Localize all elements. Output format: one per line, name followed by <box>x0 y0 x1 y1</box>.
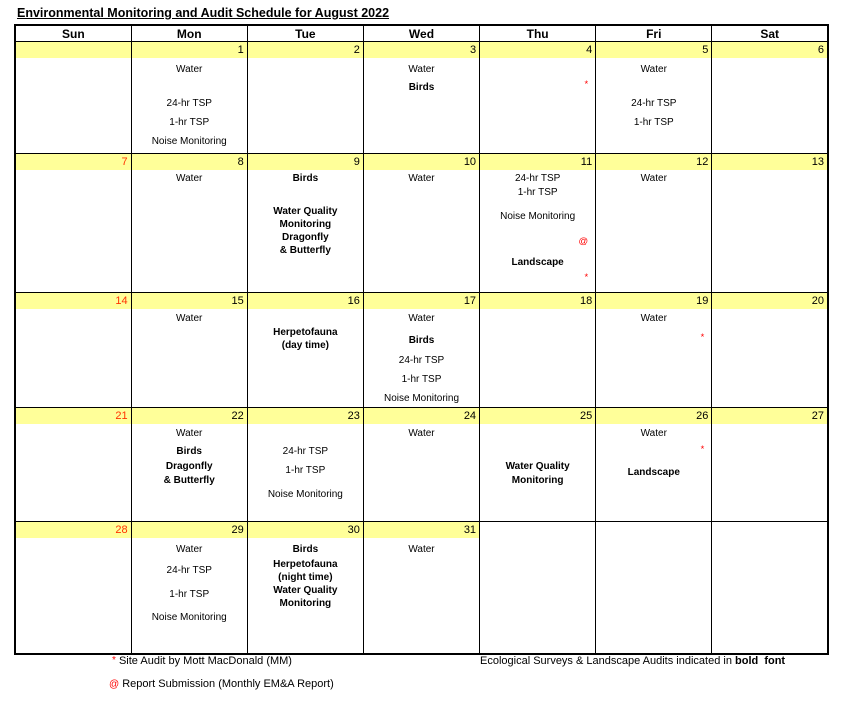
cell-activities <box>132 424 247 521</box>
day-number: 3 <box>469 44 477 56</box>
calendar-cell-aug-31 <box>363 522 479 655</box>
cell-activities <box>596 58 711 153</box>
cell-activities <box>16 170 131 292</box>
calendar-cell-aug-25 <box>480 408 596 522</box>
activity-label: (night time) <box>278 572 333 583</box>
calendar-cell-aug-11 <box>480 154 596 293</box>
calendar-table <box>14 24 829 655</box>
cell-activities <box>596 424 711 521</box>
day-number: 10 <box>463 156 477 168</box>
day-header-thu: Thu <box>480 25 596 42</box>
week-row-3 <box>15 293 828 408</box>
calendar-cell-aug-19 <box>596 293 712 408</box>
cell-activities <box>16 58 131 153</box>
activity-label: Landscape <box>511 257 564 268</box>
site-audit-asterisk-icon: * <box>112 655 116 666</box>
date-strip <box>248 154 363 170</box>
date-strip <box>16 293 131 309</box>
date-strip-blank <box>712 522 827 538</box>
activity-label: Water <box>640 428 667 439</box>
date-strip-blank <box>596 522 711 538</box>
day-number: 20 <box>811 295 824 307</box>
date-strip <box>596 408 711 424</box>
activity-label: Noise Monitoring <box>383 393 460 404</box>
cell-activities <box>248 538 363 653</box>
day-number: 2 <box>353 44 360 56</box>
day-header-sat: Sat <box>712 25 828 42</box>
legend-site-audit <box>112 655 292 667</box>
date-strip <box>132 154 247 170</box>
calendar-cell-aug-29 <box>131 522 247 655</box>
activity-label: Birds <box>292 544 319 555</box>
activity-label: Water <box>640 173 667 184</box>
date-strip <box>16 154 131 170</box>
date-strip <box>480 42 595 58</box>
day-header-fri: Fri <box>596 25 712 42</box>
activity-label: Noise Monitoring <box>267 489 343 500</box>
activity-label: Monitoring <box>511 475 564 486</box>
date-strip <box>480 293 595 309</box>
activity-label: 24-hr TSP <box>398 355 445 366</box>
activity-label: Landscape <box>627 467 680 478</box>
day-number: 24 <box>463 410 477 422</box>
day-number: 17 <box>463 295 477 307</box>
activity-label: 1-hr TSP <box>401 374 442 385</box>
calendar-cell-aug-10 <box>363 154 479 293</box>
day-number: 4 <box>586 44 593 56</box>
activity-label: Water <box>408 313 435 324</box>
day-number: 19 <box>696 295 709 307</box>
activity-label: 24-hr TSP <box>631 98 677 109</box>
cell-activities <box>132 58 247 153</box>
calendar-cell-aug-26 <box>596 408 712 522</box>
date-strip <box>132 408 247 424</box>
date-strip <box>16 522 131 538</box>
cell-activities <box>596 538 711 653</box>
day-number: 27 <box>811 410 824 422</box>
activity-label: Water <box>176 313 203 324</box>
day-number: 21 <box>115 410 128 422</box>
date-strip <box>248 42 363 58</box>
calendar-cell-aug-2 <box>247 42 363 154</box>
week-row-4 <box>15 408 828 522</box>
cell-activities <box>712 538 827 653</box>
date-strip-blank <box>480 522 595 538</box>
cell-activities <box>364 170 479 292</box>
activity-label: Birds <box>176 446 202 457</box>
calendar-cell-aug-1 <box>131 42 247 154</box>
cell-activities <box>480 424 595 521</box>
week-row-2 <box>15 154 828 293</box>
day-header-sun: Sun <box>15 25 131 42</box>
activity-label: Water <box>640 313 667 324</box>
activity-label: 24-hr TSP <box>282 446 329 457</box>
day-number: 31 <box>463 524 477 536</box>
activity-label: Water <box>176 64 203 75</box>
calendar-cell-aug-7 <box>15 154 131 293</box>
cell-activities <box>480 170 595 292</box>
activity-label: Dragonfly <box>165 461 213 472</box>
day-header-mon: Mon <box>131 25 247 42</box>
calendar-cell-aug-24 <box>363 408 479 522</box>
activity-label: 1-hr TSP <box>285 465 326 476</box>
date-strip <box>248 522 363 538</box>
calendar-cell-aug-4 <box>480 42 596 154</box>
day-number: 12 <box>696 156 709 168</box>
cell-activities <box>712 170 827 292</box>
cell-activities <box>132 170 247 292</box>
calendar-cell-aug-13 <box>712 154 828 293</box>
activity-label: Water <box>176 544 203 555</box>
page-title: Environmental Monitoring and Audit Schedule for August 2022 <box>17 6 390 20</box>
activity-label: Birds <box>408 335 435 346</box>
day-number: 25 <box>579 410 593 422</box>
cell-activities <box>596 309 711 407</box>
day-number: 18 <box>579 295 593 307</box>
activity-label: Monitoring <box>279 219 332 230</box>
calendar-cell-aug-30 <box>247 522 363 655</box>
cell-activities <box>364 424 479 521</box>
activity-label: Water Quality <box>505 461 570 472</box>
cell-activities <box>132 538 247 653</box>
date-strip <box>248 408 363 424</box>
day-number: 11 <box>580 156 593 168</box>
day-number: 6 <box>817 44 824 56</box>
activity-label: Herpetofauna <box>273 559 338 570</box>
date-strip <box>596 42 711 58</box>
date-strip <box>364 42 479 58</box>
calendar-cell-aug-22 <box>131 408 247 522</box>
activity-label: Dragonfly <box>282 232 329 243</box>
cell-activities <box>16 309 131 407</box>
calendar-header-row <box>15 25 828 42</box>
day-number: 23 <box>347 410 360 422</box>
activity-label: 24-hr TSP <box>166 98 212 109</box>
date-strip <box>16 42 131 58</box>
cell-activities <box>16 538 131 653</box>
activity-label: 24-hr TSP <box>514 173 561 184</box>
date-strip <box>132 42 247 58</box>
date-strip <box>712 154 827 170</box>
activity-label: Water <box>640 64 667 75</box>
week-row-1 <box>15 42 828 154</box>
calendar-cell-aug-6 <box>712 42 828 154</box>
activity-label: Water <box>408 428 435 439</box>
legend-ecological-bold-text: bold font <box>735 655 786 667</box>
date-strip <box>712 42 827 58</box>
activity-label: Noise Monitoring <box>500 211 576 222</box>
day-number: 29 <box>231 524 244 536</box>
day-number: 30 <box>347 524 360 536</box>
date-strip <box>132 522 247 538</box>
calendar-cell-empty <box>596 522 712 655</box>
date-strip <box>596 293 711 309</box>
calendar-cell-aug-20 <box>712 293 828 408</box>
date-strip <box>364 154 479 170</box>
calendar-cell-empty <box>480 522 596 655</box>
calendar-cell-aug-3 <box>363 42 479 154</box>
calendar-cell-aug-17 <box>363 293 479 408</box>
day-number: 7 <box>121 156 128 168</box>
cell-activities <box>16 424 131 521</box>
day-header-wed: Wed <box>363 25 479 42</box>
calendar-cell-aug-18 <box>480 293 596 408</box>
cell-activities <box>712 424 827 521</box>
week-row-5 <box>15 522 828 655</box>
activity-label: (day time) <box>281 340 329 351</box>
calendar-cell-aug-8 <box>131 154 247 293</box>
date-strip <box>132 293 247 309</box>
activity-label: Monitoring <box>279 598 332 609</box>
activity-label: Water <box>176 428 203 439</box>
activity-label: 1-hr TSP <box>169 589 210 600</box>
activity-label: 1-hr TSP <box>633 117 674 128</box>
day-number: 26 <box>696 410 709 422</box>
legend-ecological-note <box>480 655 785 667</box>
calendar-cell-aug-16 <box>247 293 363 408</box>
activity-label: & Butterfly <box>163 475 215 486</box>
cell-activities <box>364 309 479 407</box>
site-audit-mark-icon: * <box>584 272 589 283</box>
cell-activities <box>132 309 247 407</box>
calendar-cell-aug-27 <box>712 408 828 522</box>
report-submission-at-icon: @ <box>109 679 120 690</box>
activity-label: Birds <box>292 173 319 184</box>
date-strip <box>480 154 595 170</box>
day-number: 16 <box>347 295 360 307</box>
cell-activities <box>364 58 479 153</box>
calendar-cell-aug-28 <box>15 522 131 655</box>
calendar-cell-empty <box>712 522 828 655</box>
activity-label: 1-hr TSP <box>169 117 210 128</box>
activity-label: 24-hr TSP <box>166 565 212 576</box>
cell-activities <box>364 538 479 653</box>
cell-activities <box>248 309 363 407</box>
activity-label: Water <box>408 64 435 75</box>
calendar-cell-aug-5 <box>596 42 712 154</box>
date-strip <box>16 408 131 424</box>
activity-label: Herpetofauna <box>273 327 338 338</box>
activity-label: 1-hr TSP <box>517 187 558 198</box>
cell-activities <box>712 58 827 153</box>
activity-label: & Butterfly <box>279 245 331 256</box>
cell-activities <box>248 424 363 521</box>
activity-label: Water <box>408 544 435 555</box>
date-strip <box>364 293 479 309</box>
activity-label: Noise Monitoring <box>151 136 227 147</box>
cell-activities <box>712 309 827 407</box>
day-number: 8 <box>237 156 244 168</box>
activity-label: Water <box>408 173 435 184</box>
date-strip <box>248 293 363 309</box>
activity-label: Noise Monitoring <box>151 612 227 623</box>
report-submission-mark-icon: @ <box>578 236 589 247</box>
date-strip <box>596 154 711 170</box>
day-number: 22 <box>231 410 244 422</box>
activity-label: Water Quality <box>273 585 338 596</box>
calendar-cell-empty <box>15 42 131 154</box>
day-number: 13 <box>811 156 824 168</box>
legend-site-audit-text: Site Audit by Mott MacDonald (MM) <box>118 655 292 667</box>
date-strip <box>364 408 479 424</box>
cell-activities <box>480 58 595 153</box>
calendar-cell-aug-14 <box>15 293 131 408</box>
legend-ecological-text: Ecological Surveys & Landscape Audits indicated in <box>480 655 732 667</box>
day-number: 14 <box>115 295 128 307</box>
day-number: 9 <box>353 156 360 168</box>
date-strip <box>480 408 595 424</box>
activity-label: Water <box>176 173 203 184</box>
calendar-cell-aug-12 <box>596 154 712 293</box>
legend-report-submission <box>109 678 334 690</box>
calendar-cell-aug-9 <box>247 154 363 293</box>
calendar-cell-aug-15 <box>131 293 247 408</box>
day-header-tue: Tue <box>247 25 363 42</box>
calendar-cell-aug-21 <box>15 408 131 522</box>
legend-report-text: Report Submission (Monthly EM&A Report) <box>122 678 334 690</box>
cell-activities <box>480 538 595 653</box>
day-number: 5 <box>702 44 709 56</box>
cell-activities <box>248 170 363 292</box>
day-number: 1 <box>237 44 244 56</box>
activity-label: Birds <box>408 82 435 93</box>
site-audit-mark-icon: * <box>700 332 705 343</box>
date-strip <box>712 408 827 424</box>
cell-activities <box>480 309 595 407</box>
date-strip <box>364 522 479 538</box>
date-strip <box>712 293 827 309</box>
cell-activities <box>596 170 711 292</box>
site-audit-mark-icon: * <box>700 444 705 455</box>
day-number: 28 <box>115 524 128 536</box>
calendar-cell-aug-23 <box>247 408 363 522</box>
activity-label: Water Quality <box>273 206 338 217</box>
cell-activities <box>248 58 363 153</box>
site-audit-mark-icon: * <box>584 79 589 90</box>
day-number: 15 <box>231 295 244 307</box>
